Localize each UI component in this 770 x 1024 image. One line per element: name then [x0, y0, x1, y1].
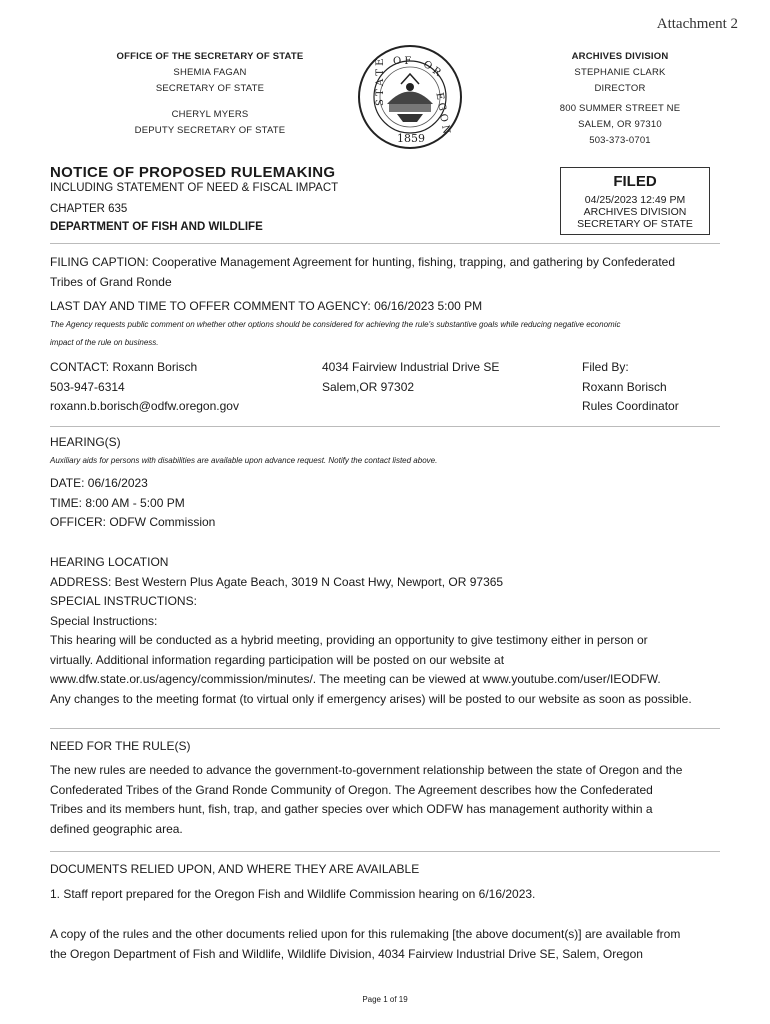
- filed-by-label: Filed By:: [582, 360, 629, 374]
- filed-title: FILED: [613, 173, 657, 190]
- notice-title-block: [50, 164, 338, 194]
- contact-address-line: 4034 Fairview Industrial Drive SE: [322, 360, 500, 374]
- contact-email[interactable]: roxann.b.borisch@odfw.oregon.gov: [50, 399, 239, 413]
- need-line: defined geographic area.: [50, 821, 183, 836]
- svg-text:O R: O R: [420, 58, 443, 79]
- sos-name: SHEMIA FAGAN: [173, 67, 247, 78]
- contact-address-line: Salem,OR 97302: [322, 379, 415, 394]
- filed-division: ARCHIVES DIVISION: [583, 206, 687, 218]
- need-line: Confederated Tribes of the Grand Ronde Community of Oregon. The Agreement describes how the Confederated: [50, 782, 653, 797]
- documents-paragraph: [50, 925, 722, 964]
- need-line: Tribes and its members hunt, fish, trap, and gather species over which ODFW has management authority within a: [50, 802, 653, 816]
- filed-by-name: Roxann Borisch: [582, 379, 667, 394]
- deputy-name: CHERYL MYERS: [171, 109, 249, 120]
- divider: [50, 728, 720, 729]
- special-instructions-line: Any changes to the meeting format (to virtual only if emergency arises) will be posted to our website as soon as possible.: [50, 691, 692, 706]
- header-right: [510, 49, 730, 149]
- sos-title: SECRETARY OF STATE: [155, 83, 265, 94]
- location-heading: HEARING LOCATION: [50, 555, 169, 569]
- filing-caption: [50, 253, 722, 292]
- hearing-date: DATE: 06/16/2023: [50, 476, 148, 490]
- contact-block: [50, 358, 239, 417]
- filed-datetime: 04/25/2023 12:49 PM: [584, 194, 686, 206]
- documents-line: A copy of the rules and the other documents relied upon for this rulemaking [the above document(s)] are available from: [50, 927, 681, 941]
- notice-subtitle: INCLUDING STATEMENT OF NEED & FISCAL IMPACT: [50, 182, 339, 194]
- director-title: DIRECTOR: [594, 83, 646, 94]
- special-instructions-line: www.dfw.state.or.us/agency/commission/minutes/. The meeting can be viewed at www.youtube.com/user/IEODFW.: [50, 672, 661, 686]
- filed-stamp: [560, 167, 710, 235]
- hearing-location: [50, 553, 722, 709]
- address-line-1: 800 SUMMER STREET NE: [559, 103, 681, 114]
- chapter: CHAPTER 635: [50, 203, 128, 215]
- oregon-seal-icon: [357, 44, 463, 150]
- svg-text:E G O N: E G O N: [433, 91, 452, 135]
- documents-item-1: 1. Staff report prepared for the Oregon Fish and Wildlife Commission hearing on 6/16/2023.: [50, 887, 536, 901]
- special-instructions-sub: Special Instructions:: [50, 613, 158, 628]
- filed-by-title: Rules Coordinator: [582, 399, 679, 413]
- caption-line: Tribes of Grand Ronde: [50, 274, 172, 289]
- agency-request-line: The Agency requests public comment on whether other options should be considered for achieving the rule's substantive goals while reducing negative economic: [50, 320, 621, 329]
- hearings-note: Auxiliary aids for persons with disabilities are available upon advance request. Notify the contact listed above.: [50, 456, 438, 465]
- divider: [50, 426, 720, 427]
- contact-phone: 503-947-6314: [50, 379, 125, 394]
- office-name: OFFICE OF THE SECRETARY OF STATE: [116, 51, 304, 62]
- archives-division: ARCHIVES DIVISION: [571, 51, 669, 62]
- agency-request-line: impact of the rule on business.: [50, 338, 159, 347]
- archives-phone: 503-373-0701: [589, 135, 651, 146]
- divider: [50, 851, 720, 852]
- attachment-label: Attachment 2: [656, 16, 738, 32]
- hearing-time: TIME: 8:00 AM - 5:00 PM: [50, 495, 185, 510]
- notice-title: NOTICE OF PROPOSED RULEMAKING: [50, 164, 336, 181]
- hearing-officer: OFFICER: ODFW Commission: [50, 515, 216, 529]
- page-number: Page 1 of 19: [362, 995, 408, 1004]
- filed-office: SECRETARY OF STATE: [577, 218, 693, 230]
- need-heading: NEED FOR THE RULE(S): [50, 739, 191, 753]
- need-line: The new rules are needed to advance the government-to-government relationship between the state of Oregon and the: [50, 763, 683, 777]
- hearing-details: [50, 474, 722, 533]
- contact-address: [322, 358, 499, 397]
- last-day-comment: LAST DAY AND TIME TO OFFER COMMENT TO AGENCY: 06/16/2023 5:00 PM: [50, 299, 483, 313]
- filed-by-block: [582, 358, 679, 417]
- documents-line: the Oregon Department of Fish and Wildlife, Wildlife Division, 4034 Fairview Industrial Drive SE, Salem, Oregon: [50, 946, 643, 961]
- header-left: [100, 49, 320, 139]
- agency-request: [50, 316, 722, 352]
- hearings-heading: HEARING(S): [50, 435, 121, 449]
- director-name: STEPHANIE CLARK: [574, 67, 666, 78]
- special-instructions-heading: SPECIAL INSTRUCTIONS:: [50, 594, 197, 608]
- seal-letter: O F: [393, 56, 412, 67]
- contact-name: CONTACT: Roxann Borisch: [50, 360, 198, 374]
- caption-line: FILING CAPTION: Cooperative Management Agreement for hunting, fishing, trapping, and gathering by Confederated: [50, 255, 676, 269]
- special-instructions-line: virtually. Additional information regarding participation will be posted on our website at: [50, 652, 505, 667]
- divider: [50, 243, 720, 244]
- svg-text:S T A T E: S T A T E: [375, 58, 386, 106]
- deputy-title: DEPUTY SECRETARY OF STATE: [134, 125, 286, 136]
- special-instructions-line: This hearing will be conducted as a hybrid meeting, providing an opportunity to give testimony either in person or: [50, 633, 648, 647]
- seal-year: 1859: [397, 132, 425, 145]
- department: DEPARTMENT OF FISH AND WILDLIFE: [50, 221, 263, 233]
- location-address: ADDRESS: Best Western Plus Agate Beach, 3019 N Coast Hwy, Newport, OR 97365: [50, 574, 504, 589]
- need-paragraph: [50, 761, 722, 839]
- address-line-2: SALEM, OR 97310: [578, 119, 662, 130]
- documents-heading: DOCUMENTS RELIED UPON, AND WHERE THEY ARE AVAILABLE: [50, 862, 420, 876]
